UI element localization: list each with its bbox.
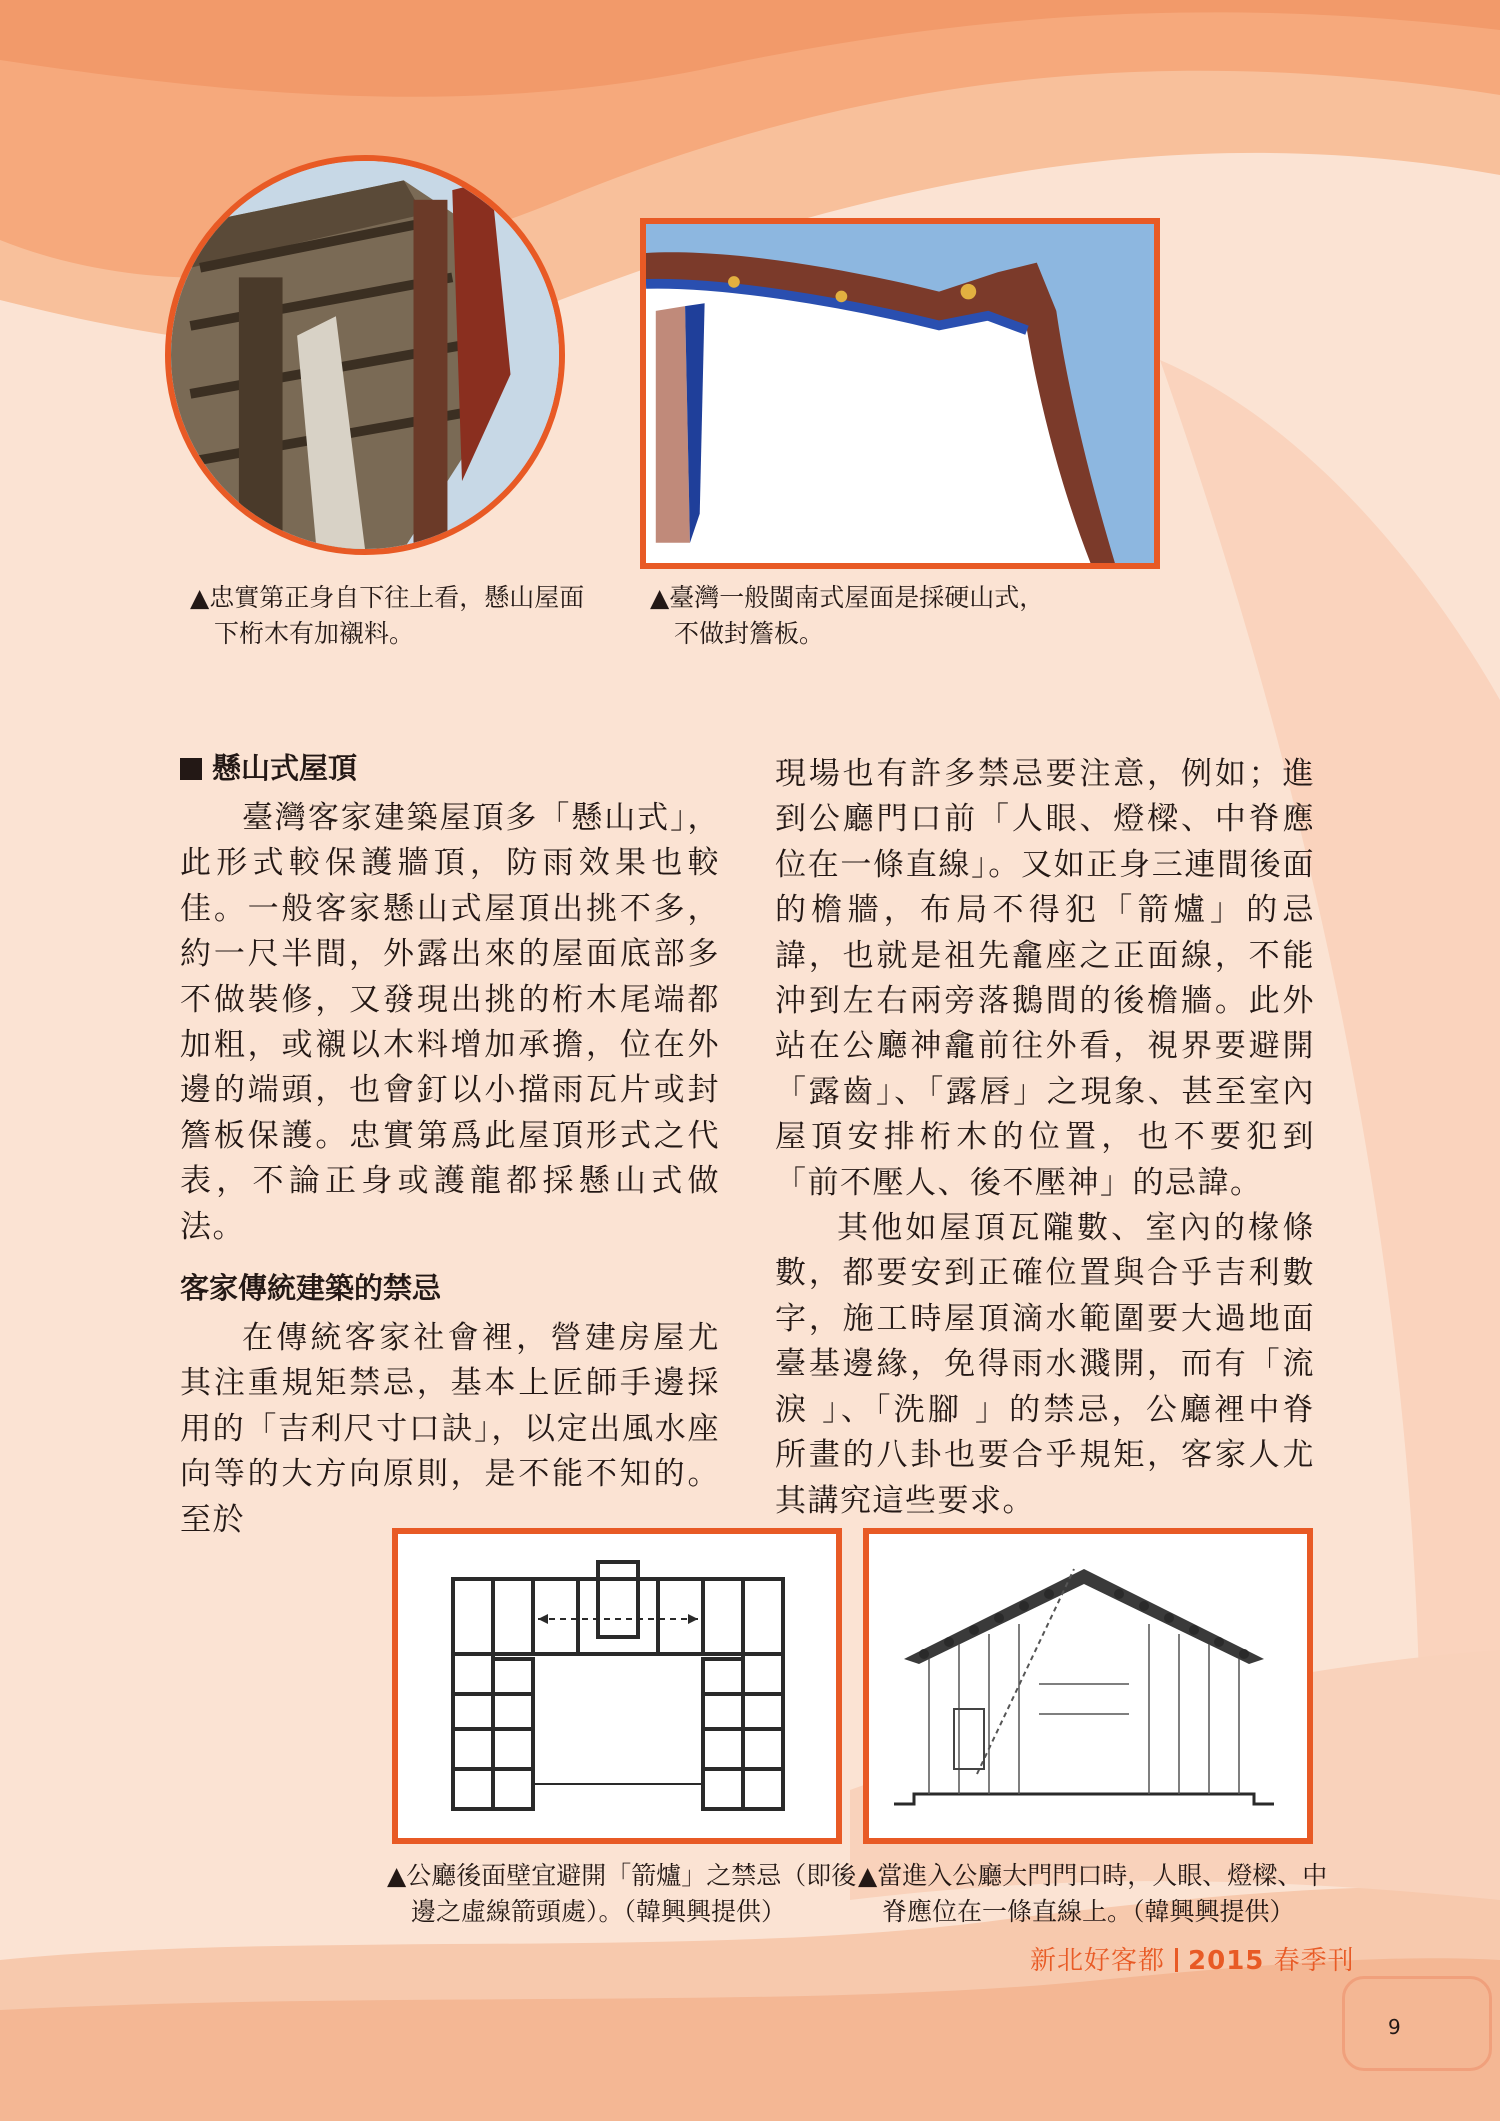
issue-year: 2015 bbox=[1188, 1946, 1265, 1976]
photo2-caption bbox=[650, 580, 1044, 652]
photo2-caption-line2: 不做封簷板。 bbox=[674, 619, 825, 648]
diagram2-caption bbox=[858, 1858, 1327, 1930]
heading-bullet-icon bbox=[180, 758, 202, 780]
diagram1-caption bbox=[387, 1858, 856, 1930]
paragraph-taboos-intro: 在傳統客家社會裡，營建房屋尤其注重規矩禁忌，基本上匠師手邊採用的「吉利尺寸口訣」，以定出風水座向等的大方向原則，是不能不知的。至於 bbox=[180, 1320, 720, 1538]
paragraph-taboos-other: 其他如屋頂瓦隴數、室內的椽條數，都要安到正確位置與合乎吉利數字，施工時屋頂滴水範圍要大過地面臺基邊緣，免得雨水濺開，而有「流淚 」、「洗腳 」的禁忌，公廳裡中脊所畫的八卦也要合乎規矩，客家人尤其講究這些要求。 bbox=[775, 1210, 1315, 1519]
magazine-footer bbox=[1030, 1940, 1355, 1977]
diagram2-caption-line2: 脊應位在一條直線上。（韓興興提供） bbox=[882, 1897, 1295, 1926]
page-number: 9 bbox=[1388, 2015, 1401, 2039]
magazine-name: 新北好客都 bbox=[1030, 1946, 1166, 1976]
paragraph-taboos-continued: 現場也有許多禁忌要注意，例如；進到公廳門口前「人眼、燈樑、中脊應位在一條直線」。又如正身三連間後面的檐牆，布局不得犯「箭爐」的忌諱，也就是祖先龕座之正面線，不能沖到左右兩旁落鵝間的後檐牆。此外站在公廳神龕前往外看，視界要避開「露齒」、「露唇」之現象、甚至室內屋頂安排桁木的位置，也不要犯到「前不壓人、後不壓神」的忌諱。 bbox=[775, 756, 1315, 1201]
page-number-tab bbox=[1342, 1976, 1492, 2071]
paragraph-hanging-roof: 臺灣客家建築屋頂多「懸山式」，此形式較保護牆頂，防雨效果也較佳。一般客家懸山式屋頂出挑不多，約一尺半間，外露出來的屋面底部多不做裝修，又發現出挑的桁木尾端都加粗，或襯以木料增加承擔，位在外邊的端頭，也會釘以小擋雨瓦片或封簷板保護。忠實第爲此屋頂形式之代表，不論正身或護龍都採懸山式做法。 bbox=[180, 800, 720, 1245]
section-heading-hanging-roof: 懸山式屋頂 bbox=[180, 748, 720, 788]
diagram1-caption-line1: ▲公廳後面壁宜避開「箭爐」之禁忌（即後 bbox=[387, 1861, 857, 1890]
article-right-column bbox=[775, 752, 1315, 1524]
photo1-caption bbox=[190, 580, 584, 652]
diagram1-caption-line2: 邊之虛線箭頭處）。（韓興興提供） bbox=[411, 1897, 787, 1926]
photo1-caption-line1: ▲忠實第正身自下往上看，懸山屋面 bbox=[190, 583, 585, 612]
photo-minnan-roof bbox=[640, 218, 1160, 569]
footer-divider bbox=[1175, 1948, 1178, 1972]
photo1-caption-line2: 下桁木有加襯料。 bbox=[214, 619, 415, 648]
article-left-column bbox=[180, 748, 720, 1543]
diagram2-caption-line1: ▲當進入公廳大門門口時，人眼、燈樑、中 bbox=[858, 1861, 1328, 1890]
photo-eave-underside bbox=[165, 155, 565, 555]
issue-season: 春季刊 bbox=[1273, 1946, 1355, 1976]
photo2-caption-line1: ▲臺灣一般閩南式屋面是採硬山式， bbox=[650, 583, 1045, 612]
floor-plan-diagram bbox=[392, 1528, 842, 1844]
roof-section-diagram bbox=[863, 1528, 1313, 1844]
section-heading-taboos: 客家傳統建築的禁忌 bbox=[180, 1271, 442, 1306]
